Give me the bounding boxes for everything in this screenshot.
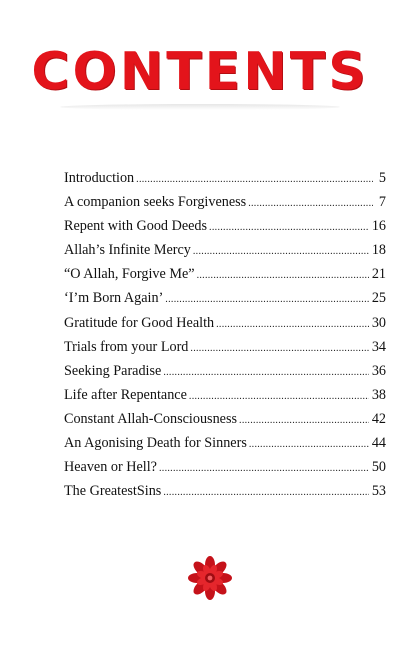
toc-entry-page-number: 50 [371, 459, 386, 476]
toc-entry-page-number: 25 [371, 290, 386, 307]
toc-entry[interactable] [64, 387, 386, 411]
dot-leader [165, 294, 369, 305]
toc-entry[interactable] [64, 459, 386, 483]
toc-entry[interactable] [64, 411, 386, 435]
toc-entry-title: Constant Allah-Consciousness [64, 410, 238, 427]
toc-entry[interactable] [64, 290, 386, 314]
toc-entry-page-number: 21 [371, 266, 386, 283]
toc-entry-title: Allah’s Infinite Mercy [64, 242, 191, 259]
toc-entry-page-number: 7 [378, 194, 386, 211]
toc-entry-page-number: 18 [371, 242, 386, 259]
page-title: CONTENTS [31, 42, 369, 102]
toc-entry[interactable] [64, 483, 386, 507]
dot-leader [209, 222, 369, 233]
toc-entry[interactable] [64, 170, 386, 194]
toc-entry-title: A companion seeks Forgiveness [64, 194, 247, 211]
dot-leader [159, 463, 369, 474]
toc-entry[interactable] [64, 315, 386, 339]
toc-entry[interactable] [64, 194, 386, 218]
toc-entry-title: Seeking Paradise [64, 362, 162, 379]
toc-entry[interactable] [64, 266, 386, 290]
toc-entry-title: Life after Repentance [64, 386, 187, 403]
title-reflection [60, 104, 340, 110]
toc-entry-title: Trials from your Lord [64, 338, 189, 355]
toc-entry-title: The GreatestSins [64, 483, 162, 500]
toc-entry-page-number: 34 [371, 338, 386, 355]
dot-leader [249, 439, 369, 450]
table-of-contents [64, 170, 386, 507]
toc-entry-page-number: 5 [378, 170, 386, 186]
dot-leader [163, 487, 368, 498]
toc-entry-page-number: 38 [371, 386, 386, 403]
toc-entry-page-number: 36 [371, 362, 386, 379]
toc-entry-page-number: 42 [371, 410, 386, 427]
dot-leader [193, 246, 369, 257]
dot-leader [189, 391, 369, 402]
dot-leader [190, 343, 368, 354]
toc-entry-title: Introduction [64, 170, 135, 186]
dot-leader [248, 198, 373, 209]
toc-entry[interactable] [64, 218, 386, 242]
toc-entry-title: “O Allah, Forgive Me” [64, 266, 195, 283]
toc-entry-title: ‘I’m Born Again’ [64, 290, 164, 307]
toc-entry-page-number: 44 [371, 435, 386, 452]
toc-entry[interactable] [64, 242, 386, 266]
toc-entry[interactable] [64, 339, 386, 363]
red-flower-ornament-icon [188, 556, 232, 600]
dot-leader [136, 174, 373, 185]
toc-entry-page-number: 16 [371, 218, 386, 235]
dot-leader [216, 319, 369, 330]
toc-entry-title: Heaven or Hell? [64, 459, 157, 476]
toc-entry-page-number: 30 [371, 314, 386, 331]
toc-entry-title: An Agonising Death for Sinners [64, 435, 247, 452]
dot-leader [239, 415, 369, 426]
toc-entry[interactable] [64, 363, 386, 387]
dot-leader [197, 270, 369, 281]
toc-entry-title: Gratitude for Good Health [64, 314, 215, 331]
toc-entry-title: Repent with Good Deeds [64, 218, 208, 235]
toc-entry[interactable] [64, 435, 386, 459]
toc-entry-page-number: 53 [371, 483, 386, 500]
dot-leader [163, 367, 368, 378]
